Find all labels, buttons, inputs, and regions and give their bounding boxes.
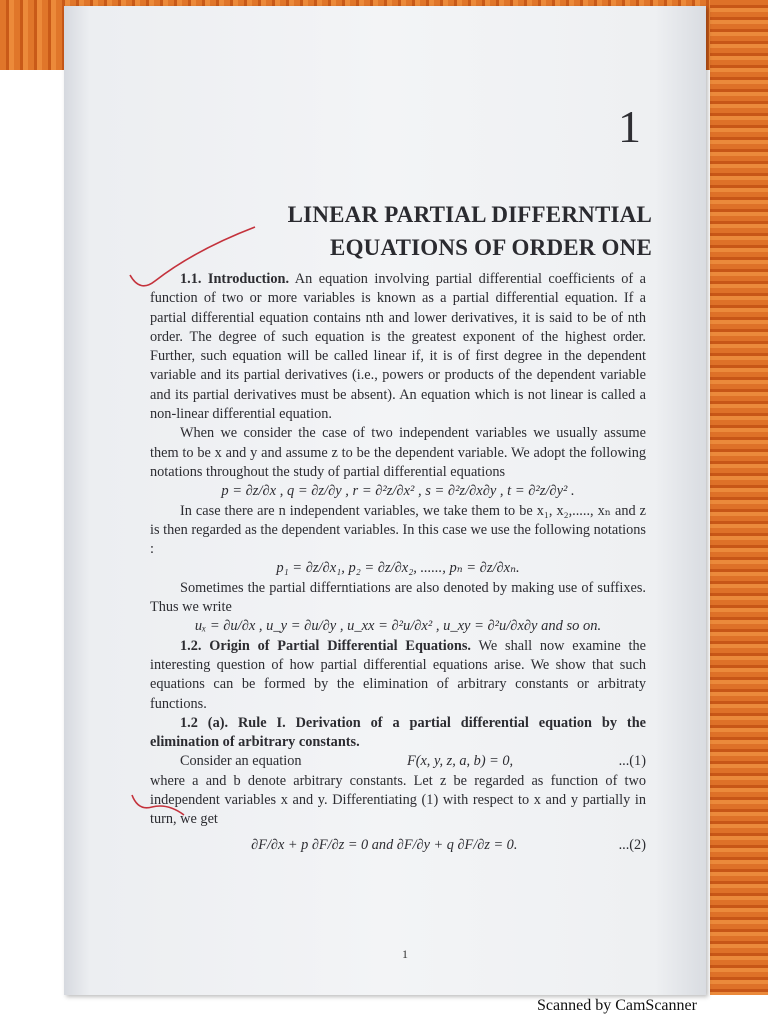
chapter-title-line2: EQUATIONS OF ORDER ONE xyxy=(330,235,652,260)
intro-body: An equation involving partial differential coefficients of a function of two or more variables is known as a partial differential equation. If a partial differential equation contains nth and lower derivatives, it is said to be of nth order. The degree of such equation is the greatest exponent of the highest order. Further, such equation will be called linear if, it is of first degree in the dependent variable and its partial derivatives (i.e., powers or products of the dependent variable and its partial derivatives must be absent). An equation which is not linear is called a non-linear differential equation. xyxy=(150,271,646,423)
page-footer-mark: 1 xyxy=(402,947,408,961)
origin-body: We shall now examine the interesting question of how partial differential equations arise. We show that such equations can be formed by the elimination of arbitrary constants or arbitraty functions. xyxy=(150,637,646,712)
camscanner-watermark: Scanned by CamScanner xyxy=(537,997,697,1014)
equation-2-number: ...(2) xyxy=(618,836,646,853)
consider-label: Consider an equation xyxy=(180,753,302,770)
equation-n-notation: p₁ = ∂z/∂x₁, p₂ = ∂z/∂x₂, ......, pₙ = ∂z/∂xₙ. xyxy=(276,560,520,577)
chapter-title-line1: LINEAR PARTIAL DIFFERNTIAL xyxy=(287,202,652,227)
origin-paragraph xyxy=(150,637,646,714)
equation-suffix: uₓ = ∂u/∂x , u_y = ∂u/∂y , u_xx = ∂²u/∂x² , u_xy = ∂²u/∂x∂y and so on. xyxy=(194,618,602,635)
table-surface-right xyxy=(710,0,768,995)
equation-2-line xyxy=(150,836,646,855)
equation-notation: p = ∂z/∂x , q = ∂z/∂y , r = ∂²z/∂x² , s = ∂²z/∂x∂y , t = ∂²z/∂y² . xyxy=(221,483,575,500)
intro-heading: 1.1. Introduction. xyxy=(180,271,290,287)
equation-1-line xyxy=(150,752,646,771)
where-paragraph: where a and b denote arbitrary constants. Let z be regarded as function of two independent variables x and y. Differentiating (1) with respect to x and y partially in turn, we get xyxy=(150,772,646,828)
chapter-title xyxy=(232,198,652,264)
n-variables-paragraph: In case there are n independent variables, we take them to be x₁, x₂,....., xₙ and z is then regarded as the dependent variables. In this case we use the following notations : xyxy=(150,502,646,558)
suffix-paragraph: Sometimes the partial differntiations are also denoted by making use of suffixes. Thus we write xyxy=(150,579,646,616)
origin-heading: 1.2. Origin of Partial Differential Equations. xyxy=(180,637,471,654)
chapter-number: 1 xyxy=(618,101,641,152)
intro-paragraph xyxy=(150,270,646,424)
equation-1-number: ...(1) xyxy=(618,753,646,770)
two-variables-paragraph: When we consider the case of two independent variables we usually assume them to be x and y and assume z to be the dependent variable. We adopt the following notations throughout the study of partial differential equations xyxy=(150,425,646,480)
page-body xyxy=(150,270,646,855)
equation-1: F(x, y, z, a, b) = 0, xyxy=(406,753,514,770)
rule-heading: 1.2 (a). Rule I. Derivation of a partial differential equation by the elimination of arbitrary constants. xyxy=(150,714,646,751)
equation-2: ∂F/∂x + p ∂F/∂z = 0 and ∂F/∂y + q ∂F/∂z = 0. xyxy=(251,836,518,853)
